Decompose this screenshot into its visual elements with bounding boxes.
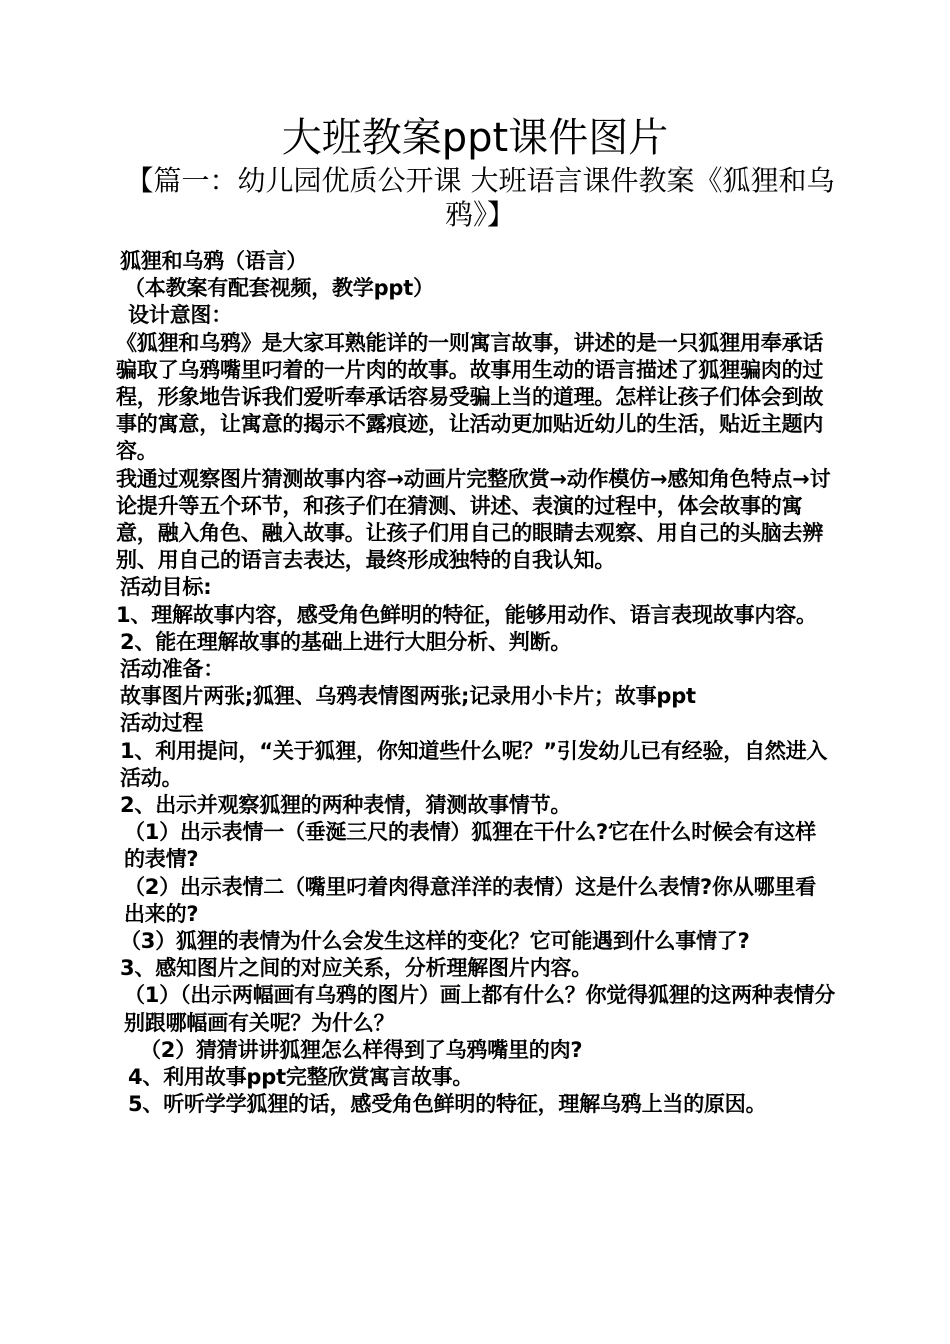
paragraph-approach: 我通过观察图片猜测故事内容→动画片完整欣赏→动作模仿→感知角色特点→讨论提升等五个环节，和孩子们在猜测、讲述、表演的过程中，体会故事的寓意，融入角色、融入故事。让孩子们用自己的眼睛去观察、用自己的头脑去辨别、用自己的语言去表达，最终形成独特的自我认知。 [116, 466, 831, 573]
document-body [116, 248, 836, 1119]
lesson-note: （本教案有配套视频，教学ppt） [124, 276, 434, 301]
document-subtitle: 【篇一：幼儿园优质公开课 大班语言课件教案《狐狸和乌鸦》】 [125, 164, 835, 231]
section-heading-goals: 活动目标: [120, 575, 212, 600]
process-substep: （2）出示表情二（嘴里叼着肉得意洋洋的表情）这是什么表情?你从哪里看出来的? [124, 874, 816, 926]
process-step: 1、利用提问，“关于狐狸，你知道些什么呢？”引发幼儿已有经验，自然进入活动。 [120, 738, 828, 790]
goal-item: 1、理解故事内容，感受角色鲜明的特征，能够用动作、语言表现故事内容。 [116, 602, 817, 627]
lesson-title: 狐狸和乌鸦（语言） [120, 249, 308, 273]
section-heading-process: 活动过程 [120, 711, 204, 736]
process-substep: （1）（出示两幅画有乌鸦的图片）画上都有什么？你觉得狐狸的这两种表情分别跟哪幅画有关呢？为什么？ [124, 983, 836, 1035]
process-substep: （1）出示表情一（垂涎三尺的表情）狐狸在干什么?它在什么时候会有这样的表情? [124, 820, 816, 872]
goal-item: 2、能在理解故事的基础上进行大胆分析、判断。 [120, 629, 572, 654]
process-step: 2、出示并观察狐狸的两种表情，猜测故事情节。 [120, 793, 572, 818]
process-step: 3、感知图片之间的对应关系，分析理解图片内容。 [120, 956, 593, 981]
process-substep: （2）猜猜讲讲狐狸怎么样得到了乌鸦嘴里的肉? [140, 1037, 583, 1062]
document-title: 大班教案ppt课件图片 [281, 115, 669, 161]
process-substep: （3）狐狸的表情为什么会发生这样的变化？它可能遇到什么事情了? [120, 929, 750, 954]
section-heading-design: 设计意图： [128, 303, 232, 328]
process-step: 5、听听学学狐狸的话，感受角色鲜明的特征，理解乌鸦上当的原因。 [128, 1092, 767, 1117]
paragraph-design-intent: 《狐狸和乌鸦》是大家耳熟能详的一则寓言故事，讲述的是一只狐狸用奉承话骗取了乌鸦嘴里叼着的一片肉的故事。故事用生动的语言描述了狐狸骗肉的过程，形象地告诉我们爱听奉承话容易受骗上当的道理。怎样让孩子们体会到故事的寓意，让寓意的揭示不露痕迹，让活动更加贴近幼儿的生活，贴近主题内容。 [116, 330, 824, 464]
prep-item: 故事图片两张;狐狸、乌鸦表情图两张;记录用小卡片；故事ppt [120, 684, 696, 709]
section-heading-prep: 活动准备： [120, 657, 224, 682]
process-step: 4、利用故事ppt完整欣赏寓言故事。 [128, 1065, 474, 1090]
